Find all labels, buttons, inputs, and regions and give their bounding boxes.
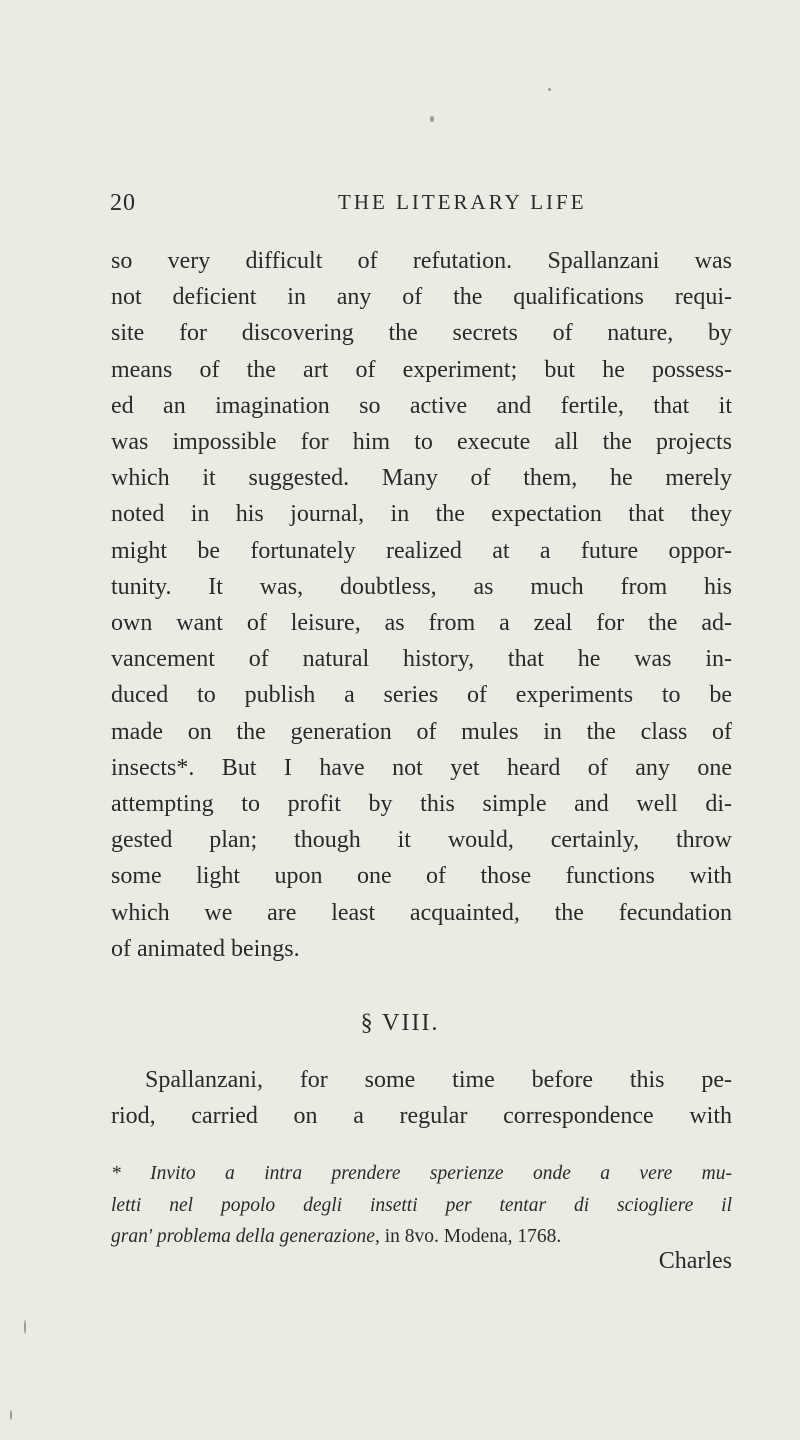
text-line: was impossible for him to execute all the projects: [111, 429, 732, 456]
text-line: attempting to profit by this simple and well di-: [111, 791, 732, 818]
running-head: THE LITERARY LIFE: [338, 190, 587, 214]
text-line: made on the generation of mules in the class of: [111, 718, 732, 745]
section-paragraph-continued: [111, 1098, 732, 1134]
footnote-line: [111, 1221, 732, 1253]
text-line: which we are least acquainted, the fecundation: [111, 899, 732, 926]
text-line: noted in his journal, in the expectation that they: [111, 501, 732, 528]
text-line: site for discovering the secrets of nature, by: [111, 320, 732, 347]
paper-speck: [548, 88, 551, 91]
text-line: duced to publish a series of experiments to be: [111, 682, 732, 709]
footnote: [111, 1158, 732, 1253]
text-line: tunity. It was, doubtless, as much from his: [111, 573, 732, 600]
footnote-text: * Invito a intra prendere sperienze onde a vere mu-: [111, 1163, 732, 1184]
text-line: of animated beings.: [111, 935, 300, 962]
text-line: riod, carried on a regular correspondence with: [111, 1103, 732, 1129]
section-paragraph: [145, 1062, 732, 1098]
text-line: not deficient in any of the qualifications requi-: [111, 284, 732, 311]
text-line: insects*. But I have not yet heard of any one: [111, 754, 732, 781]
footnote-citation: in 8vo. Modena, 1768.: [379, 1226, 562, 1247]
page-number: 20: [110, 190, 136, 216]
footnote-text: letti nel popolo degli insetti per tentar di sciogliere il: [111, 1194, 732, 1216]
text-line: vancement of natural history, that he was in-: [111, 646, 732, 673]
footnote-line: [111, 1158, 732, 1190]
paper-speck: [10, 1410, 12, 1420]
text-line: own want of leisure, as from a zeal for the ad-: [111, 610, 732, 637]
text-line: ed an imagination so active and fertile, that it: [111, 392, 732, 419]
text-line: gested plan; though it would, certainly, throw: [111, 827, 732, 854]
page-header: [110, 190, 710, 230]
text-line: means of the art of experiment; but he possess-: [111, 356, 732, 383]
text-line: so very difficult of refutation. Spallanzani was: [111, 248, 732, 274]
paper-speck: [24, 1320, 26, 1334]
text-line: which it suggested. Many of them, he merely: [111, 465, 732, 492]
text-line: some light upon one of those functions with: [111, 863, 732, 890]
text-line: might be fortunately realized at a future oppor-: [111, 537, 732, 564]
text-line: Spallanzani, for some time before this pe-: [145, 1067, 732, 1093]
paper-speck: [430, 116, 434, 122]
catchword: Charles: [658, 1248, 732, 1274]
footnote-line: [111, 1190, 732, 1222]
footnote-text-italic: gran' problema della generazione,: [111, 1226, 380, 1247]
main-paragraph: [111, 243, 732, 967]
section-heading: § VIII.: [360, 1010, 440, 1036]
